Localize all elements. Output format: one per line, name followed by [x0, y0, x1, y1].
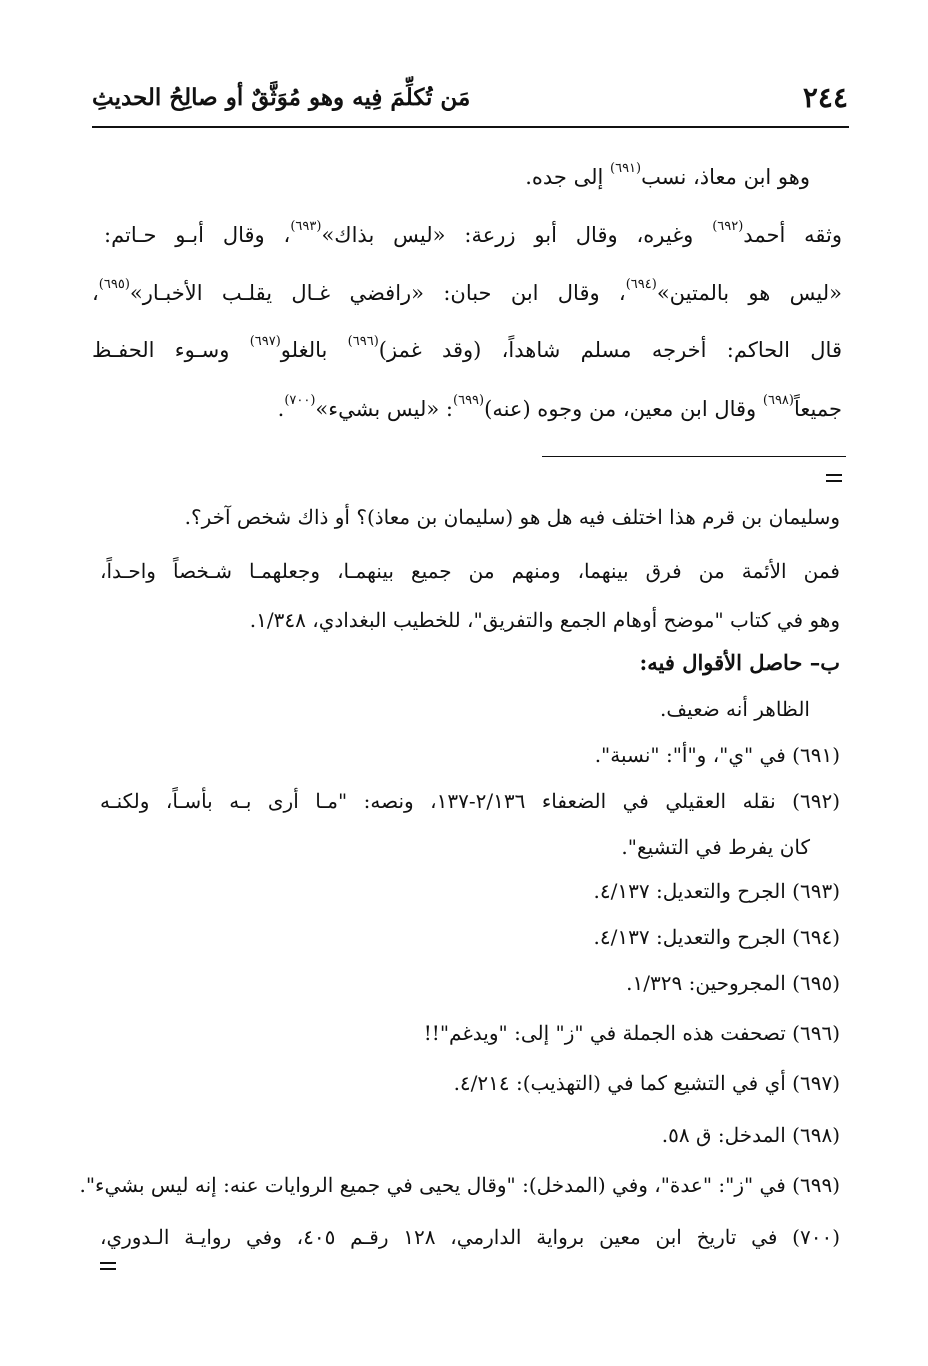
footnote-ref[interactable]: (٦٩٦)	[347, 334, 379, 349]
footnote-continuation-line: فمن الأئمة من فرق بينهما، ومنهم من جميع بينهمـا، وجعلهمـا شـخصاً واحـداً،	[100, 559, 840, 583]
footnote-693: (٦٩٣) الجرح والتعديل: ٤/١٣٧.	[593, 879, 840, 903]
page-header	[92, 78, 848, 118]
footnote-ref[interactable]: (٦٩٧)	[249, 334, 281, 349]
footnote-694: (٦٩٤) الجرح والتعديل: ٤/١٣٧.	[593, 925, 840, 949]
footnote-ref[interactable]: (٦٩٤)	[625, 277, 657, 292]
footnote-699: (٦٩٩) في "ز": "عدة"، وفي (المدخل): "وقال يحيى في جميع الروايات عنه: إنه ليس بشيء".	[79, 1173, 840, 1197]
footnote-ref[interactable]: (٦٩٨)	[762, 393, 794, 408]
footnote-691: (٦٩١) في "ي"، و"أ": "نسبة".	[594, 743, 840, 767]
footnote-697: (٦٩٧) أي في التشيع كما في (التهذيب): ٤/٢١٤.	[453, 1071, 840, 1095]
main-line-2: وثقه أحمد$^{(٦٩٢)}$ وغيره، وقال أبو زرعة: «ليس بذاك»$^{(٦٩٣)}$، وقال أبـو حـاتم:	[104, 219, 843, 247]
continuation-mark-top	[826, 474, 842, 482]
footnote-continuation-line: وسليمان بن قرم هذا اختلف فيه هل هو (سليمان بن معاذ)؟ أو ذاك شخص آخر؟.	[184, 505, 840, 529]
main-line-5: جميعاً$^{(٦٩٨)}$ وقال ابن معين، من وجوه (عنه)$^{(٦٩٩)}$: «ليس بشيء»$^{(٧٠٠)}$.	[277, 393, 842, 421]
footnote-ref[interactable]: (٦٩٢)	[712, 219, 744, 234]
footnote-698: (٦٩٨) المدخل: ق ٥٨.	[661, 1123, 840, 1147]
footnote-summary: الظاهر أنه ضعيف.	[659, 697, 810, 721]
footnote-692-line-2: كان يفرط في التشيع".	[621, 835, 810, 859]
footnote-ref[interactable]: (٦٩١)	[610, 161, 642, 176]
header-rule	[92, 126, 849, 128]
footnote-700: (٧٠٠) في تاريخ ابن معين برواية الدارمي، ١٢٨ رقـم ٤٠٥، وفي روايـة الـدوري،	[100, 1225, 841, 1249]
footnote-696: (٦٩٦) تصحفت هذه الجملة في "ز" إلى: "ويدغم"!!	[423, 1021, 840, 1045]
main-line-3: «ليس هو بالمتين»$^{(٦٩٤)}$، وقال ابن حبان: «رافضي غـال يقلـب الأخبـار»$^{(٦٩٥)}$،	[92, 277, 842, 305]
running-title: مَن تُكلِّمَ فِيه وهو مُوَثَّقٌ أو صالِحُ الحديثِ	[92, 84, 471, 111]
footnote-695: (٦٩٥) المجروحين: ١/٣٢٩.	[626, 971, 840, 995]
footnote-ref[interactable]: (٦٩٥)	[98, 277, 130, 292]
footnote-ref[interactable]: (٦٩٩)	[453, 393, 485, 408]
footnote-continuation-line: وهو في كتاب "موضح أوهام الجمع والتفريق"، للخطيب البغدادي، ١/٣٤٨.	[249, 608, 840, 632]
page-number: ٢٤٤	[802, 81, 848, 114]
footnote-ref[interactable]: (٧٠٠)	[284, 393, 316, 408]
main-line-4: قال الحاكم: أخرجه مسلم شاهداً، (وقد غمز)$^{(٦٩٦)}$ بالغلو$^{(٦٩٧)}$ وسـوء الحفـظ	[92, 334, 842, 362]
footnote-ref[interactable]: (٦٩٣)	[290, 219, 322, 234]
main-line-1: وهو ابن معاذ، نسب$^{(٦٩١)}$ إلى جده.	[525, 161, 810, 189]
footnote-692-line-1: (٦٩٢) نقله العقيلي في الضعفاء ٢/١٣٦-١٣٧، ونصه: "مـا أرى بـه بأسـاً، ولكنـه	[100, 789, 840, 813]
footnote-separator	[542, 456, 846, 457]
footnote-heading: ب– حاصل الأقوال فيه:	[639, 650, 840, 675]
continuation-mark-bottom	[100, 1262, 116, 1270]
